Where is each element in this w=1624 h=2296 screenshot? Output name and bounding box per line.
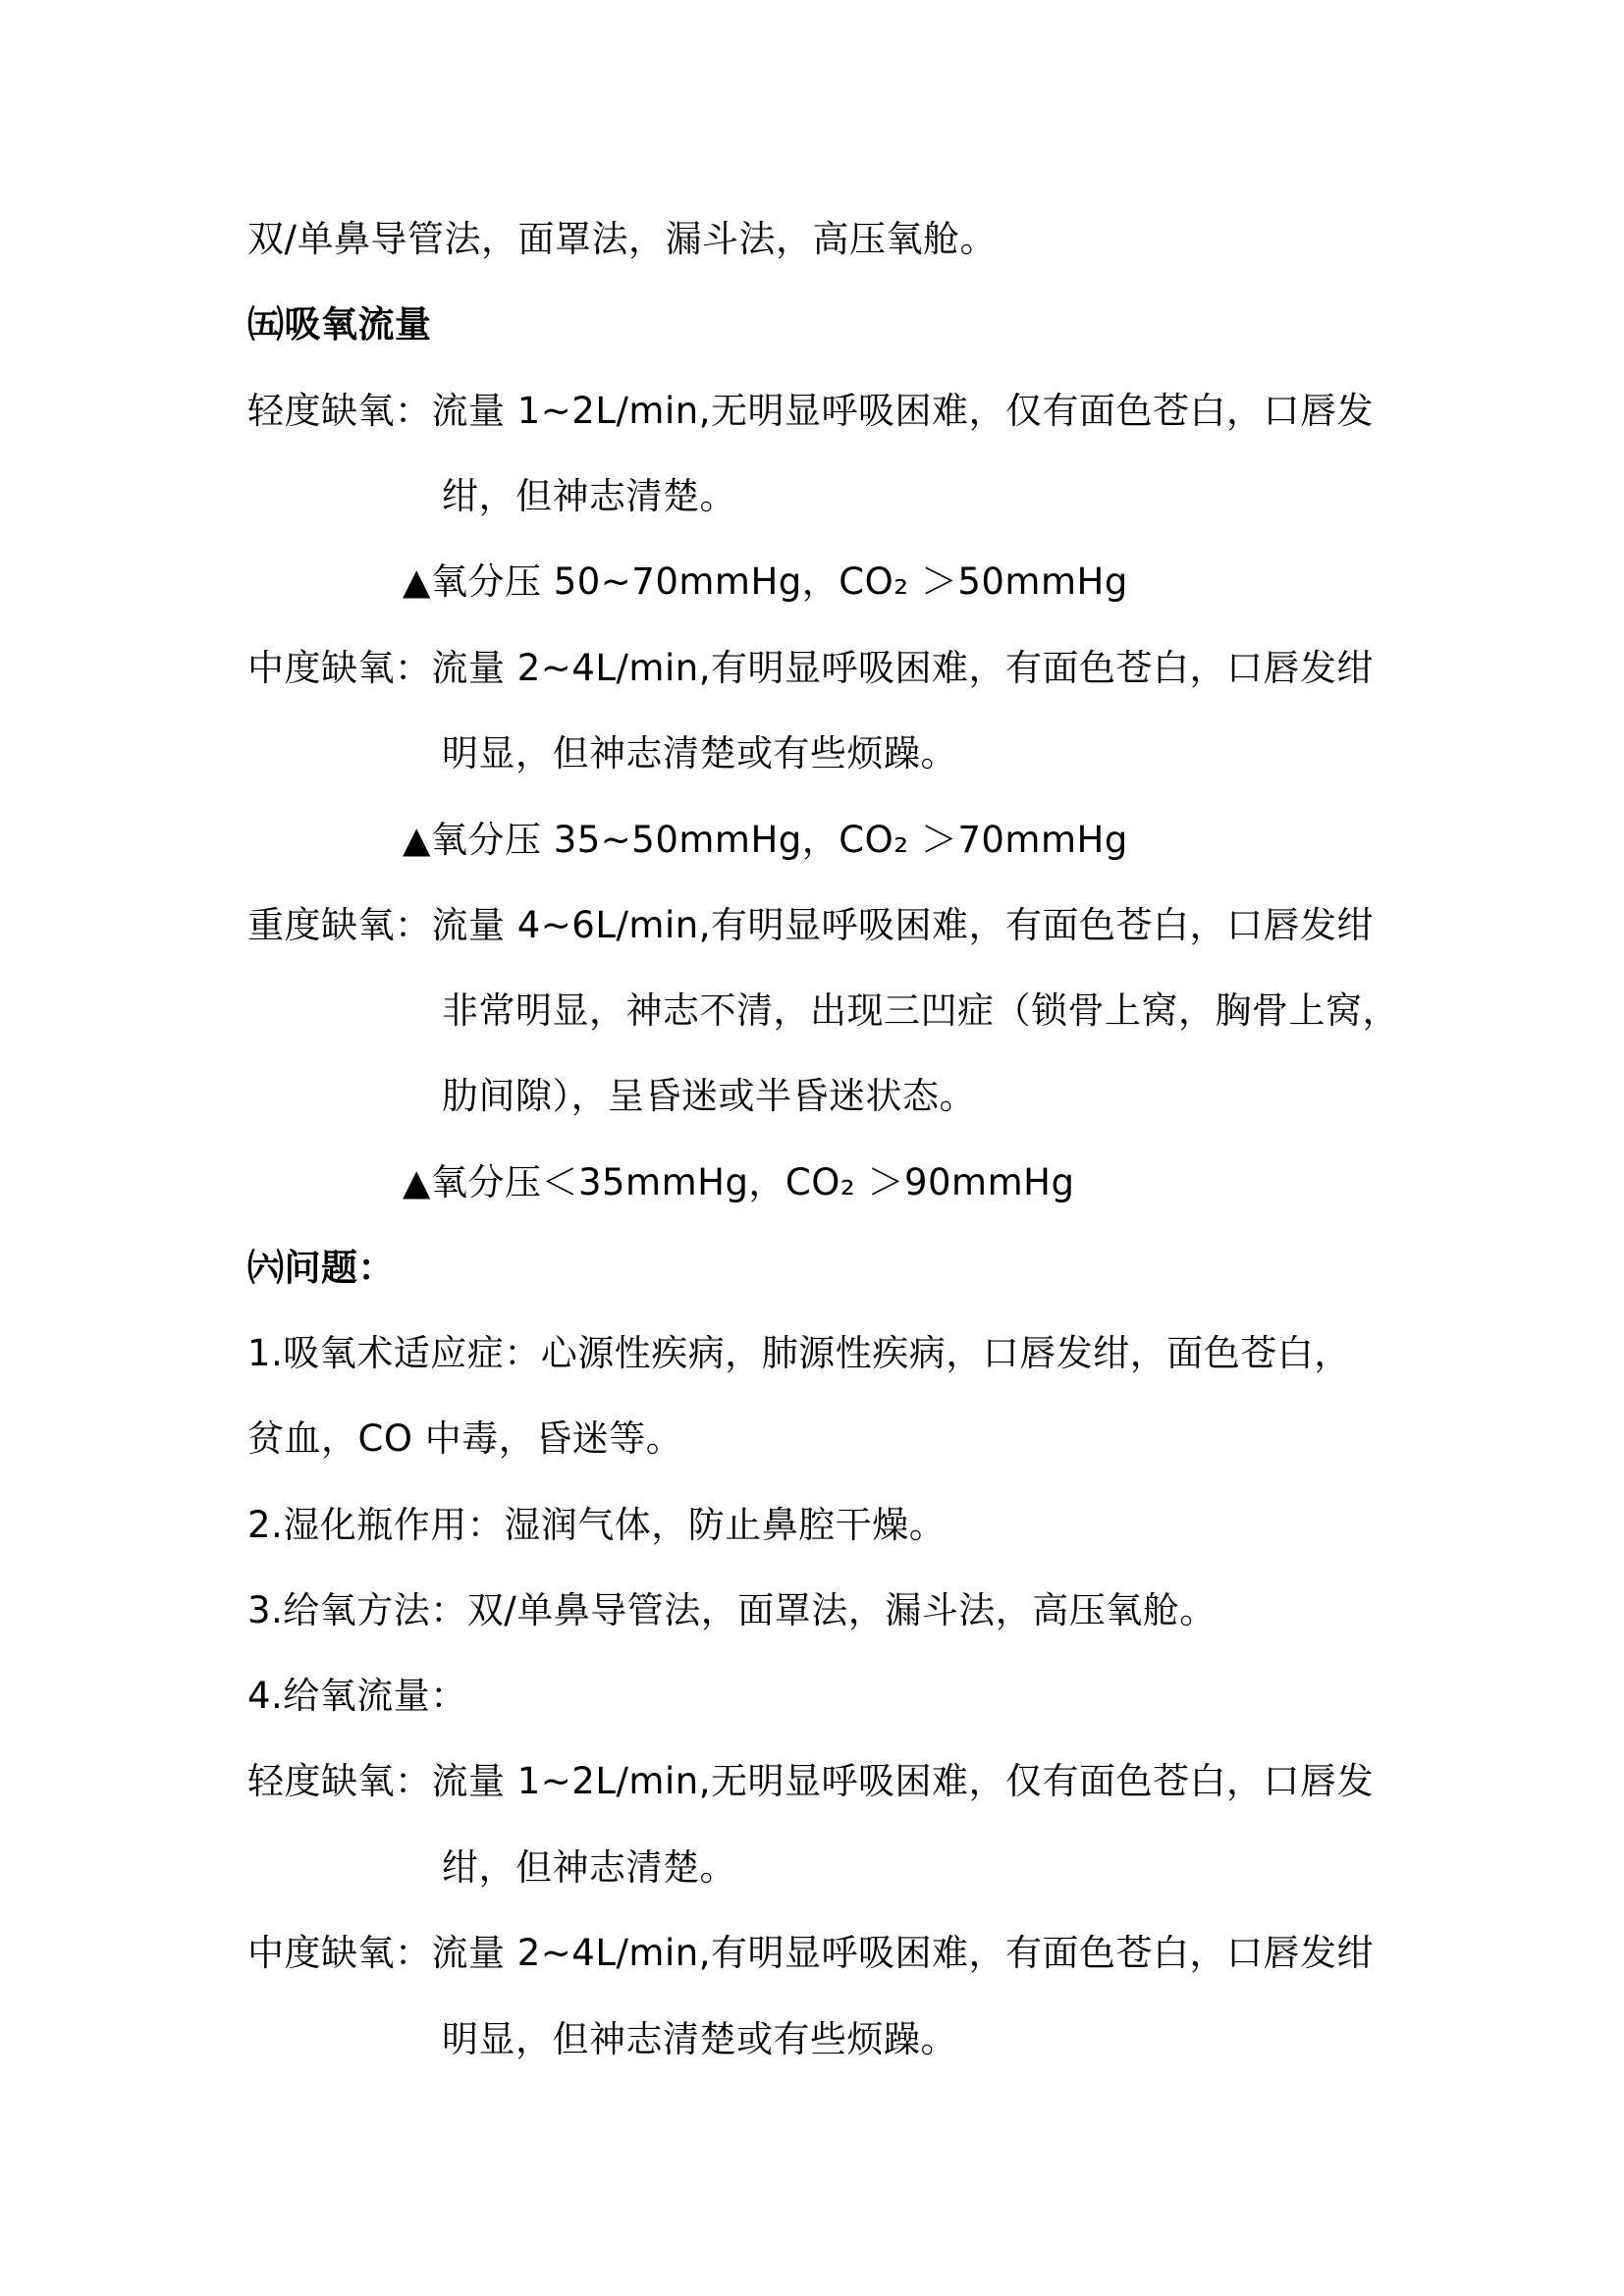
text-line: 明显，但神志清楚或有些烦躁。 <box>442 2018 957 2060</box>
text-line: 非常明显，神志不清，出现三凹症（锁骨上窝，胸骨上窝， <box>442 989 1399 1032</box>
text-line: 中度缺氧：流量 2~4L/min,有明显呼吸困难，有面色苍白，口唇发绀 <box>247 647 1374 689</box>
text-line: 绀，但神志清楚。 <box>442 1846 736 1889</box>
text-line: 1.吸氧术适应症：心源性疾病，肺源性疾病，口唇发绀，面色苍白， <box>247 1332 1351 1374</box>
text-line: 中度缺氧：流量 2~4L/min,有明显呼吸困难，有面色苍白，口唇发绀 <box>247 1932 1374 1974</box>
section-heading-oxygen-flow: ㈤吸氧流量 <box>247 303 432 346</box>
text-line: 轻度缺氧：流量 1~2L/min,无明显呼吸困难，仅有面色苍白，口唇发 <box>247 1760 1374 1802</box>
text-line: 轻度缺氧：流量 1~2L/min,无明显呼吸困难，仅有面色苍白，口唇发 <box>247 390 1374 432</box>
text-line: 明显，但神志清楚或有些烦躁。 <box>442 732 957 774</box>
text-line: 3.给氧方法：双/单鼻导管法，面罩法，漏斗法，高压氧舱。 <box>247 1589 1217 1631</box>
text-line: ▲氧分压 50~70mmHg，CO₂ ＞50mmHg <box>403 561 1128 603</box>
section-heading-questions: ㈥问题： <box>247 1247 395 1289</box>
text-line: 双/单鼻导管法，面罩法，漏斗法，高压氧舱。 <box>247 218 997 260</box>
text-line: 4.给氧流量： <box>247 1675 467 1717</box>
text-line: ▲氧分压 35~50mmHg，CO₂ ＞70mmHg <box>403 819 1128 861</box>
text-line: 肋间隙），呈昏迷或半昏迷状态。 <box>442 1075 976 1117</box>
text-line: 绀，但神志清楚。 <box>442 475 736 517</box>
text-line: 贫血，CO 中毒，昏迷等。 <box>247 1417 683 1460</box>
text-line: ▲氧分压＜35mmHg，CO₂ ＞90mmHg <box>403 1161 1075 1203</box>
text-line: 2.湿化瓶作用：湿润气体，防止鼻腔干燥。 <box>247 1504 947 1546</box>
text-line: 重度缺氧：流量 4~6L/min,有明显呼吸困难，有面色苍白，口唇发绀 <box>247 904 1374 946</box>
